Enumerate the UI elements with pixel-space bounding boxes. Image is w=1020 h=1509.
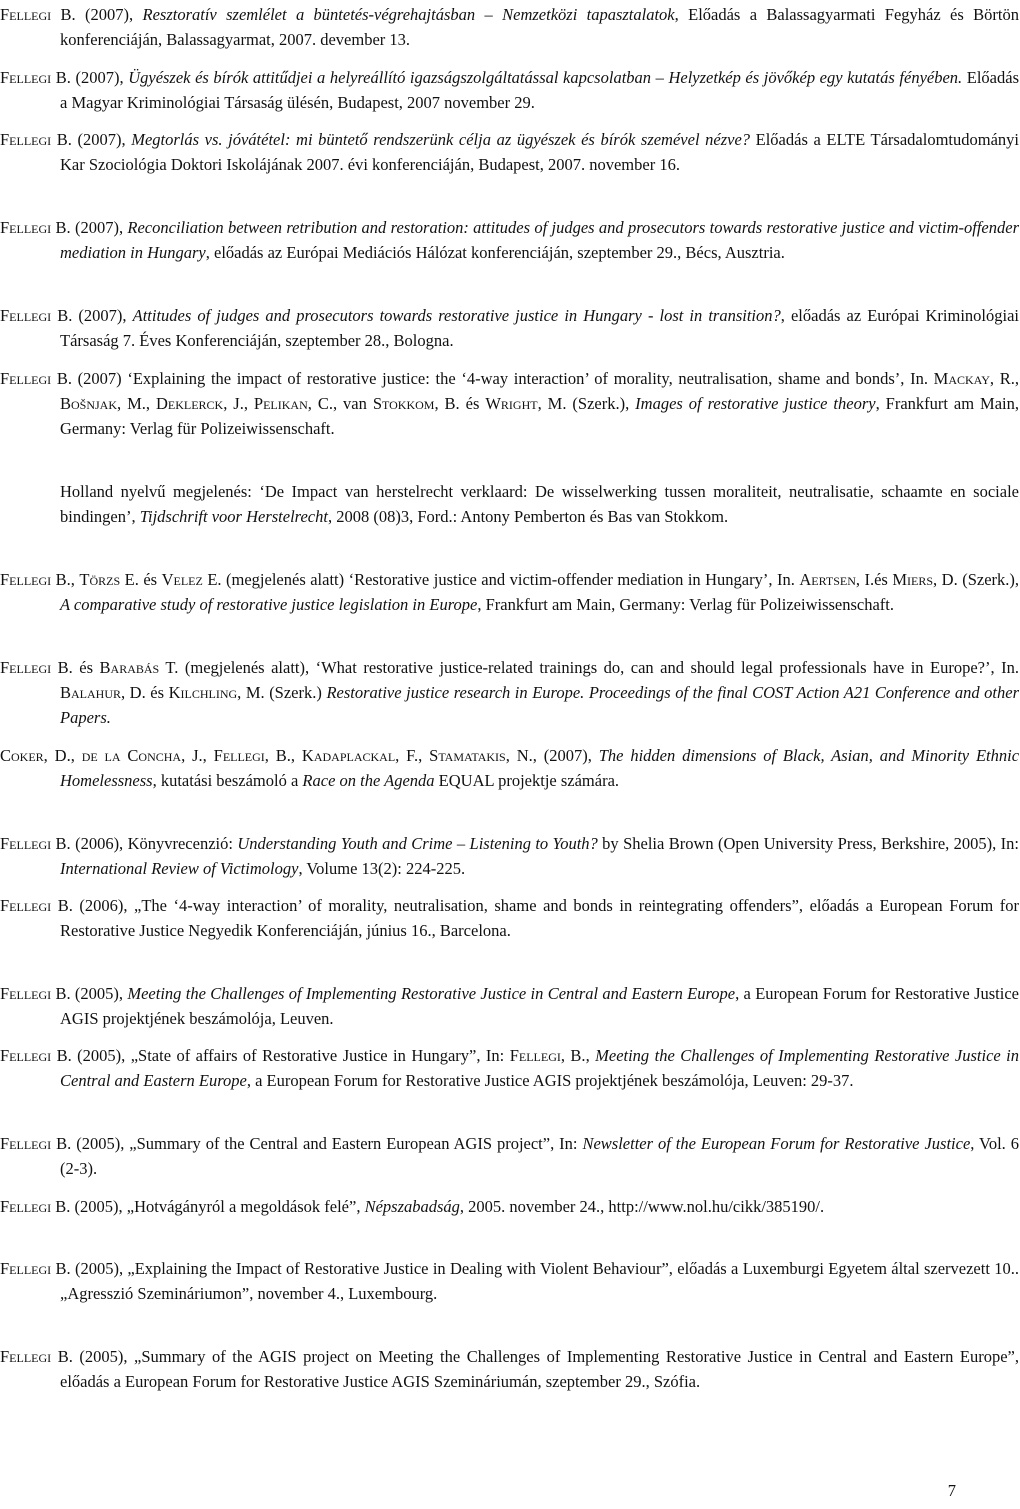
work-title: Tijdschrift voor Herstelrecht [139,507,328,527]
author-name: Stamatakis, N. [429,746,533,765]
author-name: Fellegi B. [0,68,71,87]
author-name: Törzs E. [79,570,139,589]
work-title: Népszabadság [364,1197,460,1216]
reference-text: (2006), „The ‘4-way interaction’ of morality, neutralisation, shame and bonds in reintegrating offenders”, előadás a European Forum for Restorative Justice Negyedik Konferenciáján, június 16., Barcelona. [60,896,1019,941]
reference-text: (2007), [70,218,128,237]
author-name: Deklerck, J. [155,394,244,414]
reference-text: Holland nyelvű megjelenés: ‘De Impact van herstelrecht verklaard: De wisselwerking tussen moraliteit, neutralisatie, schaamte en sociale bindingen’, [60,482,1019,527]
reference-text: (2005), „Summary of the Central and Eastern European AGIS project”, In: [71,1134,583,1153]
work-title: Meeting the Challenges of Implementing Restorative Justice in Central and Eastern Europe [127,984,736,1003]
reference-text: , [290,746,302,765]
work-title: Race on the Agenda [302,771,435,791]
author-name: Fellegi B. [0,130,72,149]
reference-text: és [874,570,893,589]
reference-text: (2005), „Hotvágányról a megoldások felé”, [70,1197,365,1216]
author-name: Fellegi B. [0,658,73,677]
reference-text: (megjelenés alatt), ‘What restorative justice-related trainings do, can and should legal professionals have in Europe?’, In. [178,658,1019,677]
reference-text: , [145,394,156,414]
reference-text: , van [332,394,373,414]
author-name: Fellegi B. [0,5,76,24]
reference-text: , Előadás a Balassagyarmati Fegyház és Börtön konferenciáján, Balassagyarmat, 2007. devember 13. [60,5,1019,50]
author-name: Kilchling, M. [168,683,265,703]
reference-text: (Szerk.), [957,570,1020,589]
work-title: Megtorlás vs. jóvátétel: mi büntető rendszerünk célja az ügyészek és bírók szemével nézve? [131,130,751,149]
author-name: Fellegi B. [0,1134,72,1153]
reference-entry-11 [0,893,1020,943]
author-name: Fellegi B. [0,218,71,237]
author-name: Aertsen, I. [799,570,875,589]
reference-text: és [145,683,169,703]
reference-entry-16 [0,1256,1020,1306]
author-name: Kadaplackal, F. [301,746,419,765]
author-name: Stokkom, B. [372,394,460,414]
work-title: A comparative study of restorative justice legislation in Europe [60,595,478,615]
reference-text: Előadás a ELTE Társadalomtudományi Kar Szociológia Doktori Iskolájának 2007. évi konferenciáján, Budapest, 2007. november 16. [60,130,1019,175]
work-title: Meeting the Challenges of Implementing Restorative Justice in Central and Eastern Europe [60,1046,1019,1091]
reference-entry-2 [0,65,1020,115]
reference-text: és [459,394,486,414]
reference-entry-8 [0,655,1020,731]
work-title: International Review of Victimology [60,859,299,879]
reference-text: , kutatási beszámoló a [152,771,303,791]
author-name: Fellegi B. [0,369,72,388]
reference-entry-14 [0,1131,1020,1181]
reference-text: (2005), „State of affairs of Restorative Justice in Hungary”, In: [71,1046,510,1065]
reference-text: és [138,570,162,589]
work-title: Reconciliation between retribution and restoration: attitudes of judges and prosecutors towards restorative justice and victim-offender mediation in Hungary [60,218,1019,263]
work-title: Restorative justice research in Europe. Proceedings of the final COST Action A21 Conference and other Papers. [60,683,1020,728]
reference-text: , a European Forum for Restorative Justice AGIS projektjének beszámolója, Leuven. [60,984,1019,1029]
author-name: Fellegi B. [0,1347,73,1366]
author-name: Fellegi B. [0,306,73,325]
author-name: Pelikan, C. [253,394,333,414]
author-name: Fellegi B. [0,984,71,1003]
page-number: 7 [947,1481,956,1500]
reference-text: (Szerk.), [566,394,636,414]
author-name: Fellegi, B. [509,1046,586,1065]
author-name: Fellegi B. [0,1259,71,1278]
reference-entry-9 [0,743,1020,793]
reference-text: , Frankfurt am Main, Germany: Verlag für Polizeiwissenschaft. [477,595,895,615]
reference-entry-17 [0,1344,1020,1394]
reference-text: , [243,394,254,414]
reference-text: (2007) ‘Explaining the impact of restorative justice: the ‘4-way interaction’ of morality, neutralisation, shame and bonds’, In. [71,369,934,388]
author-name: Coker, D. [0,746,71,765]
reference-text: (Szerk.) [264,683,327,703]
author-name: Balahur, D. [60,683,146,703]
reference-text: , előadás az Európai Mediációs Hálózat konferenciáján, szeptember 29., Bécs, Ausztria. [205,243,785,263]
reference-text: (2005), [70,984,128,1003]
reference-entry-5 [0,303,1020,353]
reference-text: , [70,746,82,765]
reference-entry-3 [0,127,1020,177]
reference-text: (2007), [75,5,143,24]
author-name: Wright, M. [485,394,567,414]
reference-text: , [585,1046,596,1065]
author-name: Fellegi B. [0,570,71,589]
work-title: Ügyészek és bírók attitűdjei a helyreállító igazságszolgáltatással kapcsolatban – Helyzetkép és jövőkép egy kutatás fényében. [128,68,963,87]
reference-text: , Volume 13(2): 224-225. [298,859,466,879]
reference-text: , a European Forum for Restorative Justice AGIS projektjének beszámolója, Leuven: 29-37. [246,1071,854,1091]
work-title: Resztoratív szemlélet a büntetés-végrehajtásban – Nemzetközi tapasztalatok [142,5,675,24]
reference-text: (2006), Könyvrecenzió: [70,834,238,853]
reference-text: , [1014,369,1019,388]
reference-text: , [418,746,430,765]
reference-text: és [72,658,100,677]
author-name: Miers, D. [892,570,958,589]
reference-text: by Shelia Brown (Open University Press, Berkshire, 2005), In: [597,834,1019,853]
work-title: Newsletter of the European Forum for Restorative Justice [582,1134,971,1153]
author-name: de la Concha, J. [81,746,203,765]
author-name: Fellegi B. [0,1197,71,1216]
author-name: Fellegi B. [0,1046,72,1065]
reference-text: , Frankfurt am Main, Germany: Verlag für Polizeiwissenschaft. [60,394,1019,439]
reference-text: (2007), [71,130,132,149]
author-name: Velez E. [161,570,222,589]
author-name: Fellegi B. [0,896,73,915]
reference-text: , Vol. 6 (2-3). [60,1134,1020,1179]
author-name: Mackay, R. [933,369,1015,388]
reference-text: EQUAL projektje számára. [434,771,620,791]
reference-text: Előadás a Magyar Kriminológiai Társaság ülésén, Budapest, 2007 november 29. [60,68,1019,113]
reference-entry-4 [0,215,1020,265]
work-title: Attitudes of judges and prosecutors towards restorative justice in Hungary - lost in transition? [132,306,781,325]
reference-text: (2007), [70,68,129,87]
reference-text: (2005), „Summary of the AGIS project on Meeting the Challenges of Implementing Restorative Justice in Central and Eastern Europe”, előadás a European Forum for Restorative Justice AGIS Szemináriumán, szeptember 29., Szófia. [60,1347,1019,1392]
author-name: Fellegi B. [0,834,71,853]
reference-text: (2007), [72,306,133,325]
reference-text: , előadás az Európai Kriminológiai Társaság 7. Éves Konferenciáján, szeptember 28., Bologna. [60,306,1020,351]
reference-text: (megjelenés alatt) ‘Restorative justice and victim-offender mediation in Hungary’, In. [221,570,800,589]
author-name: Barabás T. [99,658,179,677]
reference-text: , [202,746,214,765]
reference-entry-7 [0,567,1020,617]
reference-text: , (2007), [532,746,599,765]
work-title: Understanding Youth and Crime – Listening to Youth? [237,834,598,853]
work-title: Images of restorative justice theory [635,394,876,414]
reference-entry-6 [0,366,1020,442]
reference-text: , 2005. november 24., http://www.nol.hu/cikk/385190/. [459,1197,825,1216]
author-name: Fellegi, B. [213,746,291,765]
author-name: Bošnjak, M. [60,394,146,414]
reference-entry-12 [0,981,1020,1031]
reference-entry-1 [0,2,1020,52]
reference-entry-13 [0,1043,1020,1093]
reference-entry-10 [0,831,1020,881]
reference-text: (2005), „Explaining the Impact of Restorative Justice in Dealing with Violent Behaviour”, előadás a Luxemburgi Egyetem által szervezett 10.. „Agresszió Szemináriumon”, november 4., Luxembourg. [60,1259,1020,1304]
reference-text: , 2008 (08)3, Ford.: Antony Pemberton és Bas van Stokkom. [327,507,729,527]
work-title: The hidden dimensions of Black, Asian, and Minority Ethnic Homelessness [60,746,1020,791]
reference-text: , [70,570,80,589]
reference-note-dutch-edition [0,479,1020,529]
reference-entry-15 [0,1194,1020,1219]
